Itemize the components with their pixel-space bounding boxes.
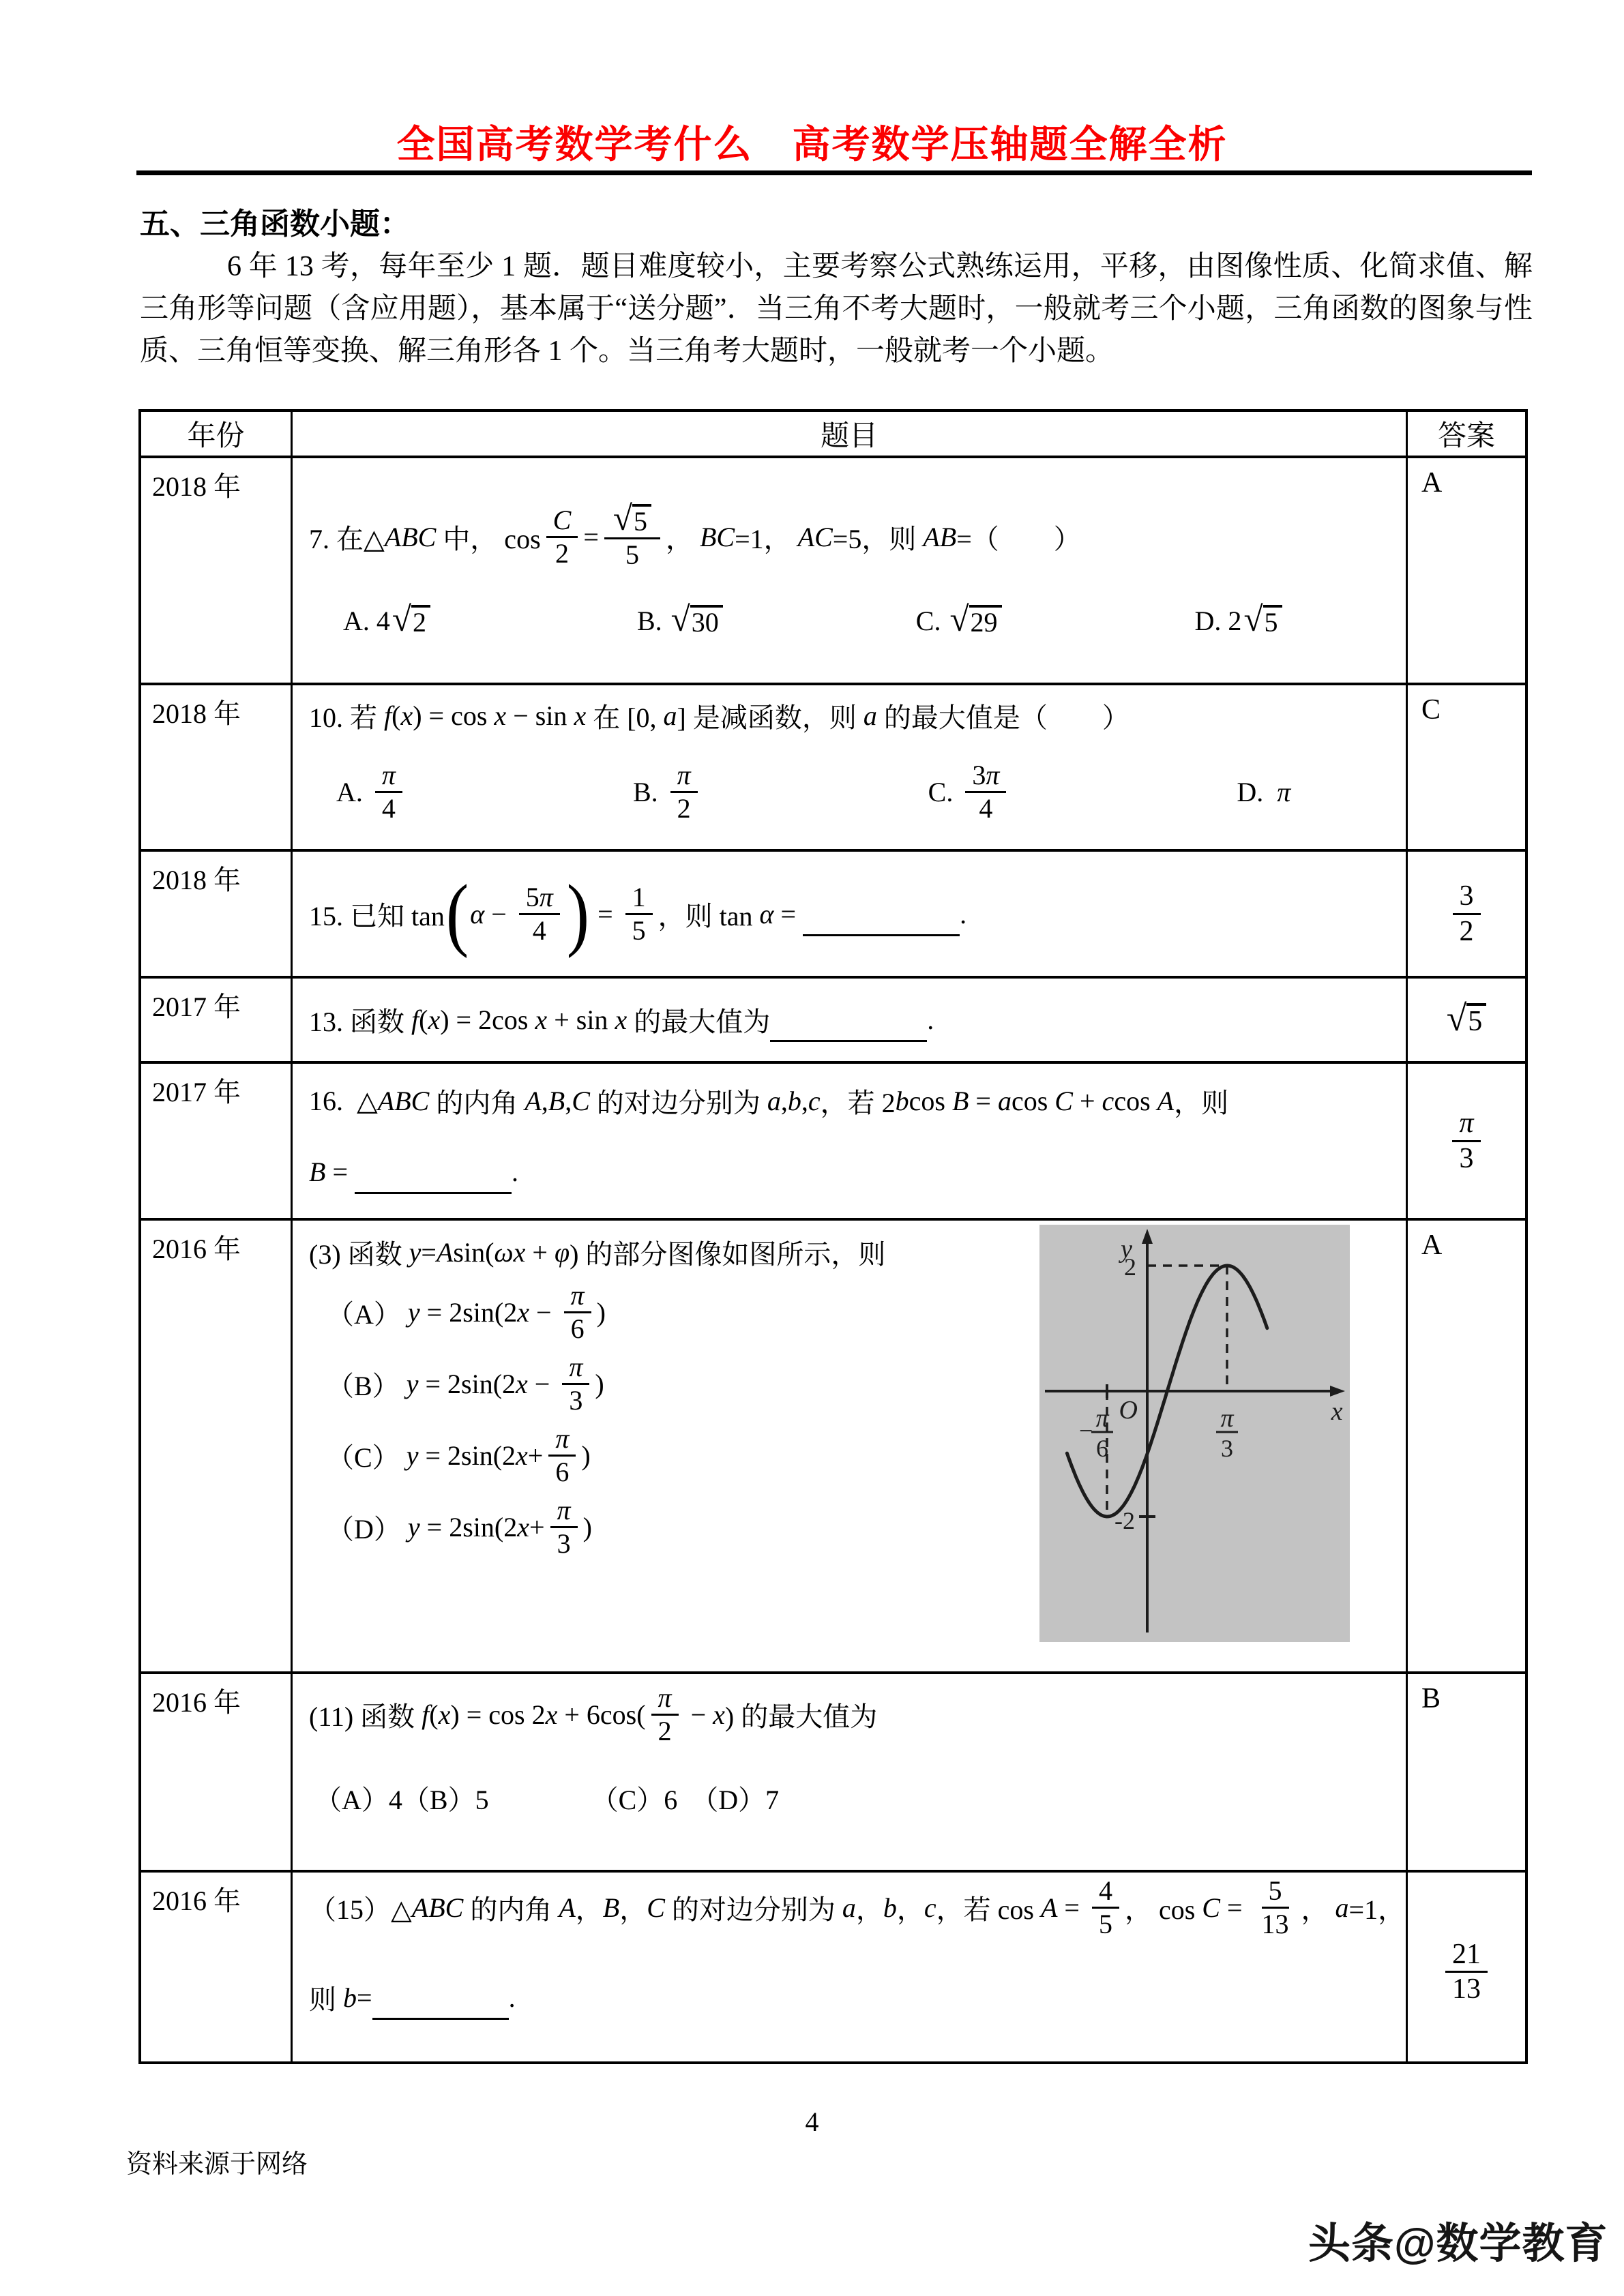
answer-value: 3 2 — [1447, 881, 1486, 946]
answer-cell — [1408, 458, 1525, 683]
question-line-2: 则 b = . — [293, 1978, 1406, 2017]
answer-value: B — [1421, 1683, 1441, 1714]
answer-value: C — [1421, 694, 1441, 726]
answer-cell — [1408, 1674, 1525, 1870]
watermark: 头条@数学教育 — [1308, 2220, 1608, 2267]
page-title: 全国高考数学考什么 高考数学压轴题全解全析 — [396, 124, 1228, 166]
exam-table — [138, 409, 1528, 2064]
question-cell — [293, 458, 1408, 683]
option-b-line: （B） y = 2sin(2 x − $\frac{\pi}{3}$ ) — [327, 1352, 604, 1416]
question-line: （15）△ ABC 的内角 A ， B ， C 的对边分别为 a ， b ， c ，若 cos A = $\frac{4}{5}$ ， cos C = $\frac{5}{13}$ ， a =1， — [309, 1875, 1406, 1939]
function-graph — [1039, 1225, 1350, 1642]
year-cell: 2017 年 — [141, 1064, 293, 1218]
question-cell — [293, 1674, 1408, 1870]
table-row-2016-q3 — [141, 1218, 1525, 1671]
answer-cell — [1408, 852, 1525, 976]
option-d-line: （D） y = 2sin(2 x + $\frac{\pi}{3}$ ) — [327, 1495, 592, 1559]
section-paragraph: 6 年 13 考，每年至少 1 题．题目难度较小，主要考察公式熟练运用，平移，由图像性质、化简求值、解三角形等问题（含应用题），基本属于“送分题”．当三角不考大题时，一般就考三个小题，三角函数的图象与性质、三角恒等变换、解三角形各 1 个。当三角考大题时，一般就考一个小题。 — [140, 251, 1533, 367]
table-row-2017-q13 — [141, 976, 1525, 1061]
question-line: 16. △ ABC 的内角 A , B , C 的对边分别为 a , b , c ，若 2 b cos B = a cos C + c cos A ，则 — [309, 1086, 1229, 1118]
year-cell: 2018 年 — [141, 685, 293, 849]
options-line: A. 4 √ 2 B. √ 30 C. √ 29 D. 2 √ 5 — [293, 605, 1406, 637]
table-row-2017-q16 — [141, 1061, 1525, 1218]
table-header-row — [141, 412, 1525, 456]
question-line: 13. 函数 f ( x ) = 2cos x + sin x 的最大值为 . — [293, 1000, 1406, 1039]
question-line: 10. 若 f ( x ) = cos x − sin x 在 [0, a ] 是减函数，则 a 的最大值是（ ） — [309, 700, 1130, 733]
col-header-question: 题目 — [293, 412, 1408, 456]
table-row-2018-q15 — [141, 849, 1525, 976]
table-row-2018-q7 — [141, 456, 1525, 683]
question-line: 7. 在△ ABC 中， cos $\frac{C}{2}$ = √ 5 5 ， BC =1， AC =5，则 AB =（ ） — [309, 499, 1081, 570]
year-cell: 2018 年 — [141, 852, 293, 976]
y-axis-label: y — [1121, 1235, 1132, 1264]
answer-cell — [1408, 1873, 1525, 2061]
answer-value: π 3 — [1447, 1108, 1486, 1173]
header-rule — [136, 170, 1532, 175]
question-cell — [293, 1221, 1408, 1671]
question-cell — [293, 852, 1408, 976]
question-cell — [293, 979, 1408, 1061]
neg-tick-numerator: π — [1095, 1404, 1109, 1433]
answer-cell — [1408, 685, 1525, 849]
max-label: 2 — [1124, 1253, 1136, 1281]
answer-value: √ 5 — [1445, 1003, 1489, 1037]
question-cell — [293, 685, 1408, 849]
year-cell: 2018 年 — [141, 458, 293, 683]
x-axis-label: x — [1331, 1397, 1343, 1426]
answer-cell — [1408, 979, 1525, 1061]
answer-cell — [1408, 1221, 1525, 1671]
options-line: （A）4（B）5 （C）6 （D）7 — [314, 1785, 780, 1815]
pos-tick-denominator: 3 — [1221, 1435, 1233, 1462]
option-c-line: （C） y = 2sin(2 x + $\frac{\pi}{6}$ ) — [327, 1423, 591, 1487]
question-cell — [293, 1873, 1408, 2061]
question-cell — [293, 1064, 1408, 1218]
neg-tick-minus: − — [1079, 1417, 1093, 1444]
page-number: 4 — [805, 2106, 819, 2137]
question-line: (3) 函数 y = A sin( ωx + φ ) 的部分图像如图所示，则 — [309, 1237, 886, 1270]
table-row-2016-q11 — [141, 1671, 1525, 1870]
col-header-year: 年份 — [141, 412, 293, 456]
table-row-2016-q15 — [141, 1870, 1525, 2061]
footer-source-note: 资料来源于网络 — [126, 2150, 308, 2179]
option-a-line: （A） y = 2sin(2 x − $\frac{\pi}{6}$ ) — [327, 1280, 606, 1344]
year-cell: 2017 年 — [141, 979, 293, 1061]
sine-graph-svg — [1039, 1225, 1350, 1642]
origin-label: O — [1119, 1396, 1138, 1425]
min-label: -2 — [1114, 1507, 1135, 1534]
year-cell: 2016 年 — [141, 1221, 293, 1671]
pos-tick-numerator: π — [1220, 1404, 1234, 1433]
question-line: (11) 函数 f ( x ) = cos 2 x + 6cos( π 2 − x ) 的最大值为 — [309, 1682, 878, 1746]
col-header-answer: 答案 — [1437, 421, 1495, 452]
question-line-2: B = . — [293, 1156, 1406, 1188]
answer-value: 21 13 — [1440, 1882, 1493, 2061]
table-row-2018-q10 — [141, 683, 1525, 849]
neg-tick-denominator: 6 — [1096, 1435, 1108, 1462]
answer-value: A — [1421, 467, 1443, 498]
year-cell: 2016 年 — [141, 1674, 293, 1870]
question-line: 15. 已知 tan ( α − 5 π 4 ) = $\frac{1}{5}$ ，则 tan α = . — [309, 867, 967, 959]
section-heading: 五、三角函数小题： — [140, 207, 410, 241]
options-line: A. π 4 B. π 2 C. 3 π 4 D. π — [336, 760, 1291, 824]
answer-cell — [1408, 1064, 1525, 1218]
year-cell: 2016 年 — [141, 1873, 293, 2061]
answer-value: A — [1421, 1229, 1443, 1261]
